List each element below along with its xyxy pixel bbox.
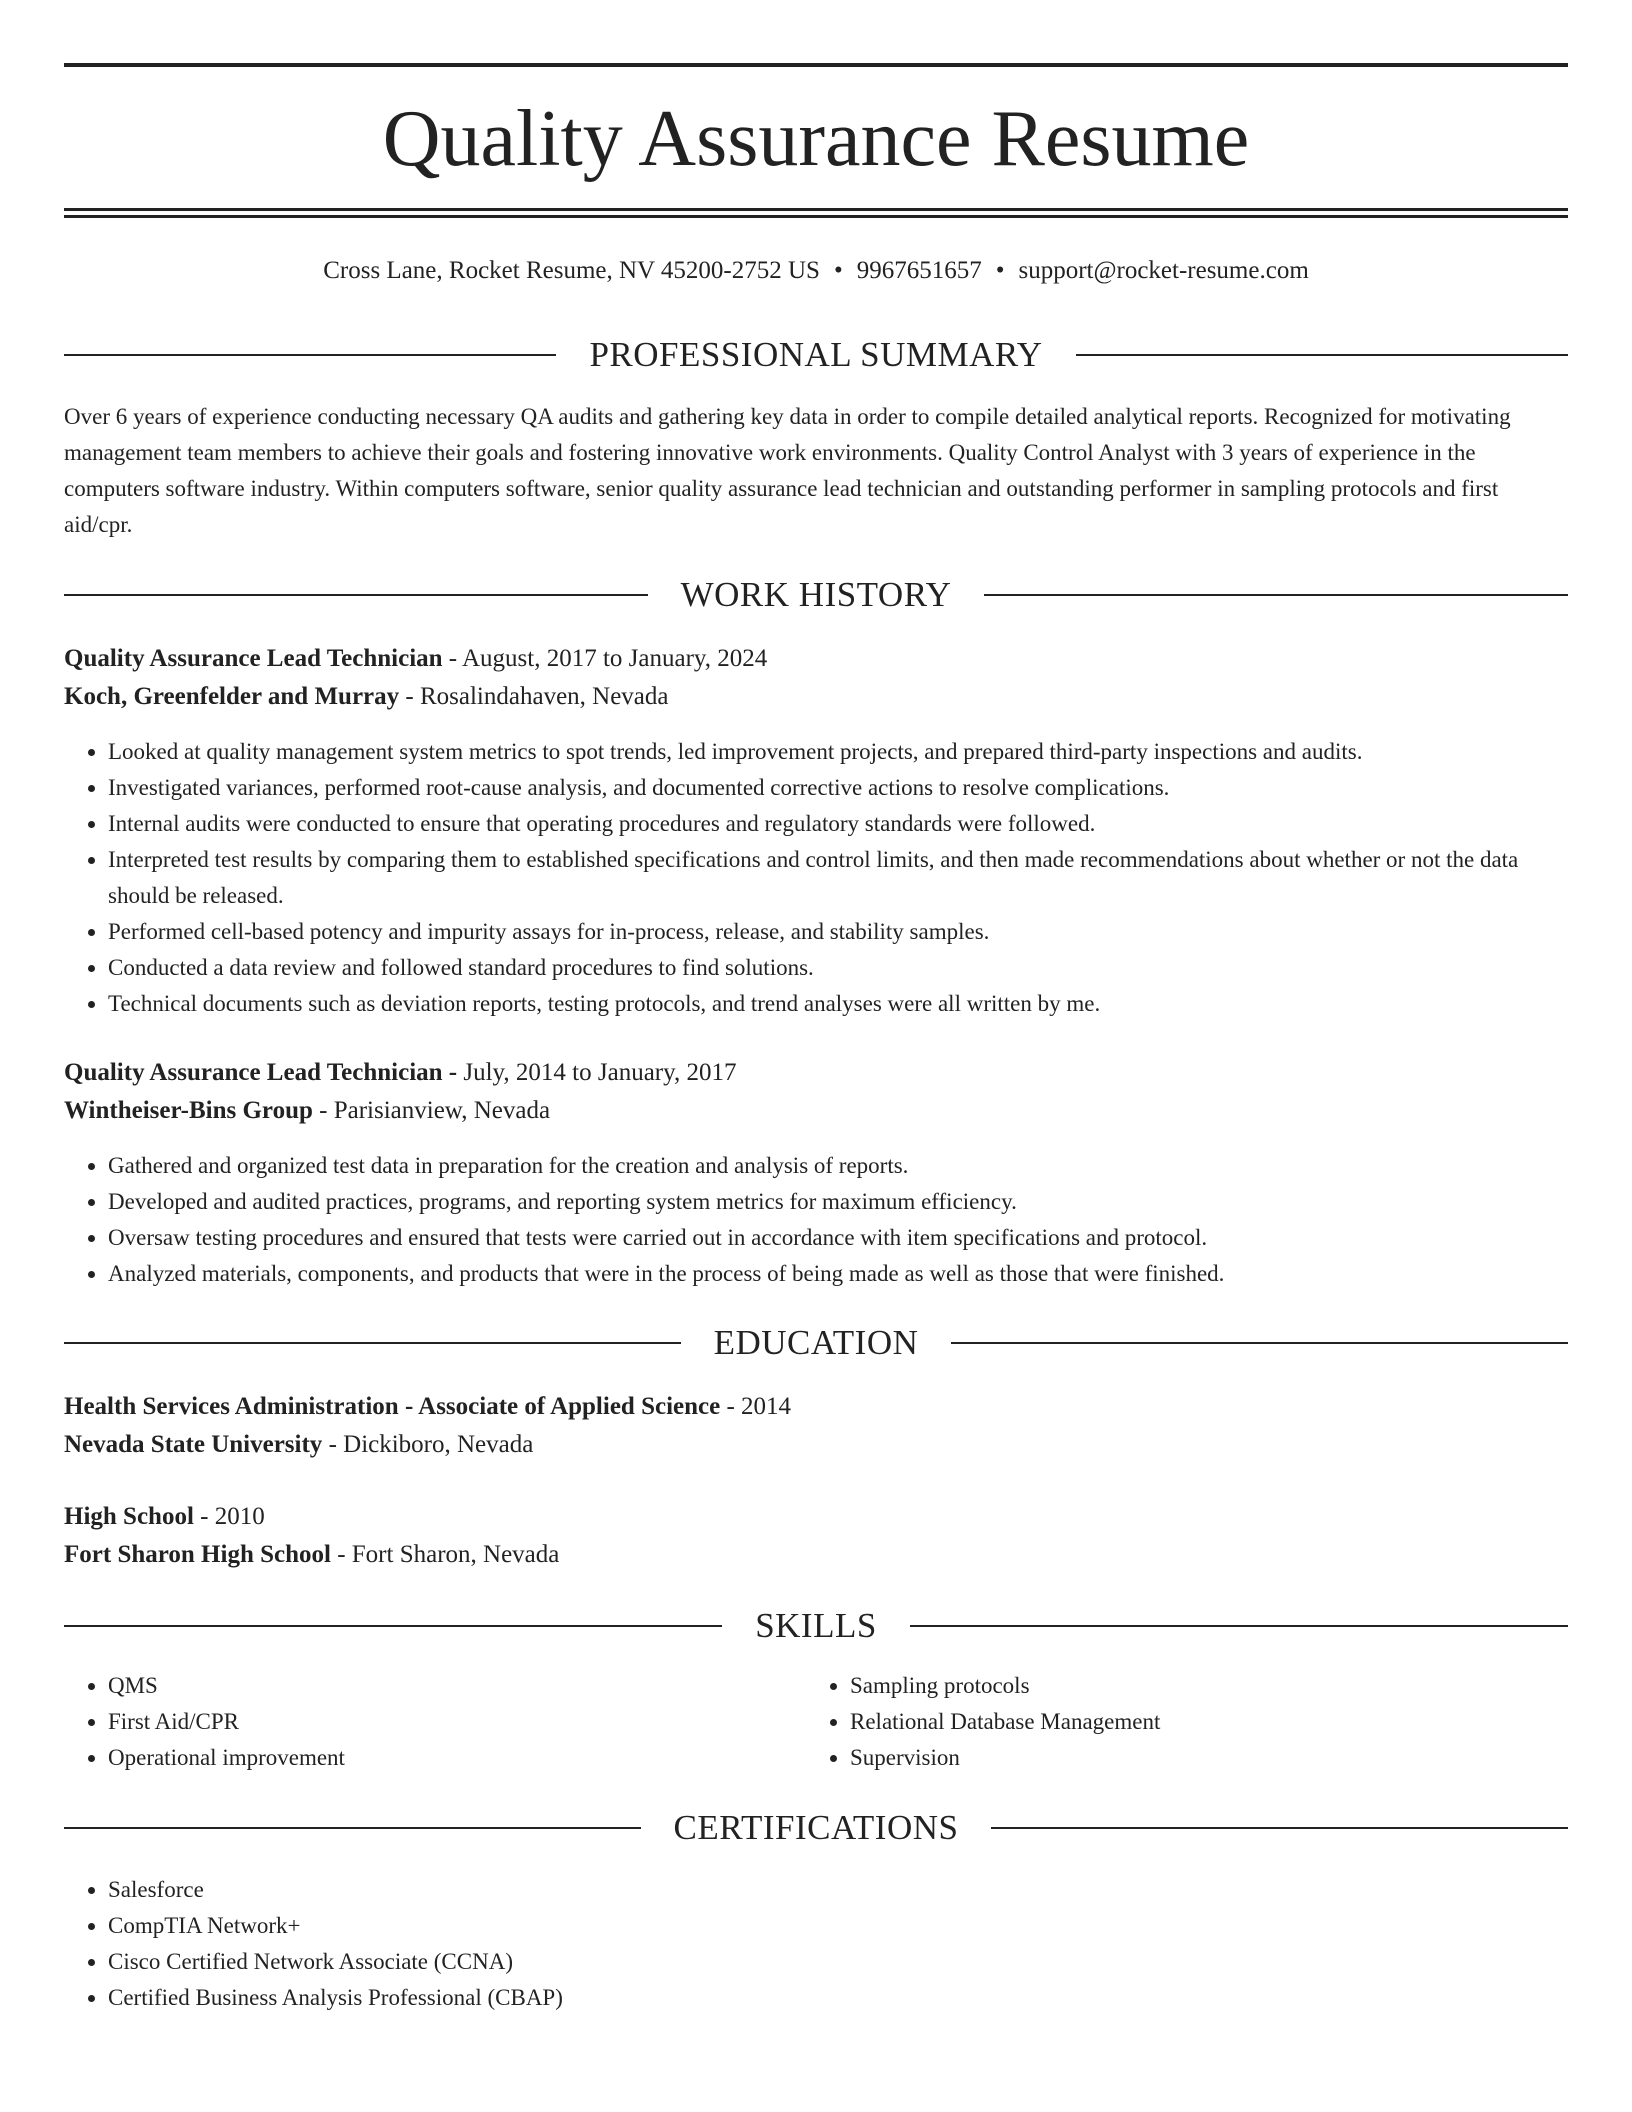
education-year: - 2010 <box>193 1503 265 1530</box>
section-heading-work-history <box>64 573 1568 617</box>
list-item: • Looked at quality management system metrics to spot trends, led improvement projects, and prepared third-party inspections and audits. <box>108 734 1568 770</box>
job-company-line <box>64 679 1568 715</box>
job-title: Quality Assurance Lead Technician - <box>64 1059 458 1086</box>
section-heading-summary <box>64 333 1568 377</box>
contact-separator: • <box>995 257 1005 284</box>
section-heading-label: EDUCATION <box>713 1323 919 1362</box>
job-company: Wintheiser-Bins Group <box>64 1097 313 1124</box>
resume-title: Quality Assurance Resume <box>382 95 1250 183</box>
list-item: • Internal audits were conducted to ensure that operating procedures and regulatory standards were followed. <box>108 806 1568 842</box>
list-item: • Sampling protocols <box>850 1668 1546 1704</box>
education-school-line <box>64 1537 1568 1573</box>
job-dates: - August, 2017 to January, 2024 <box>442 645 768 672</box>
contact-line <box>64 254 1568 288</box>
heading-rule-left <box>64 1625 722 1627</box>
contact-phone: 9967651657 <box>856 257 982 284</box>
skills-list-left <box>64 1668 804 1776</box>
certifications-list <box>64 1872 1568 2016</box>
job-company: Koch, Greenfelder and Murray <box>64 683 400 710</box>
section-heading-label: CERTIFICATIONS <box>673 1808 959 1847</box>
top-rule <box>64 63 1568 67</box>
list-item: • Relational Database Management <box>850 1704 1546 1740</box>
heading-rule-left <box>64 354 556 356</box>
education-degree-line <box>64 1499 1568 1535</box>
section-heading-label: PROFESSIONAL SUMMARY <box>589 335 1043 374</box>
job-title-line <box>64 641 1568 677</box>
contact-email: support@rocket-resume.com <box>1018 257 1309 284</box>
list-item: • Operational improvement <box>108 1740 804 1776</box>
list-item: • Supervision <box>850 1740 1546 1776</box>
summary-text: Over 6 years of experience conducting necessary QA audits and gathering key data in order to compile detailed analytical reports. Recognized for motivating management team members to achieve their goals and fostering innovative work environments. Quality Control Analyst with 3 years of experience in the computers software industry. Within computers software, senior quality assurance lead technician and outstanding performer in sampling protocols and first aid/cpr. <box>64 404 1511 537</box>
list-item: • Performed cell-based potency and impurity assays for in-process, release, and stability samples. <box>108 914 1568 950</box>
list-item: • CompTIA Network+ <box>108 1908 1568 1944</box>
job-location: - Rosalindahaven, Nevada <box>399 683 669 710</box>
title-double-rule-lower <box>64 215 1568 218</box>
education-degree-line <box>64 1389 1568 1425</box>
job-bullets <box>64 1148 1568 1292</box>
list-item: • Conducted a data review and followed standard procedures to find solutions. <box>108 950 1568 986</box>
title-double-rule-upper <box>64 208 1568 211</box>
list-item: • Developed and audited practices, programs, and reporting system metrics for maximum efficiency. <box>108 1184 1568 1220</box>
section-heading-label: SKILLS <box>755 1606 877 1645</box>
heading-rule-right <box>1076 354 1568 356</box>
list-item: • Salesforce <box>108 1872 1568 1908</box>
list-item: • Oversaw testing procedures and ensured that tests were carried out in accordance with item specifications and protocol. <box>108 1220 1568 1256</box>
education-school: Fort Sharon High School <box>64 1541 331 1568</box>
education-school-line <box>64 1427 1568 1463</box>
job-title: Quality Assurance Lead Technician <box>64 645 443 672</box>
education-degree: Health Services Administration - Associate of Applied Science <box>64 1393 721 1420</box>
list-item: • Analyzed materials, components, and products that were in the process of being made as well as those that were finished. <box>108 1256 1568 1292</box>
contact-separator: • <box>833 257 843 284</box>
list-item: • Cisco Certified Network Associate (CCNA) <box>108 1944 1568 1980</box>
list-item: • QMS <box>108 1668 804 1704</box>
heading-rule-right <box>984 594 1568 596</box>
heading-rule-left <box>64 1342 681 1344</box>
education-school: Nevada State University <box>64 1431 323 1458</box>
heading-rule-left <box>64 594 648 596</box>
education-location: - Dickiboro, Nevada <box>322 1431 534 1458</box>
job-dates: July, 2014 to January, 2017 <box>457 1059 737 1086</box>
list-item: • Technical documents such as deviation reports, testing protocols, and trend analyses were all written by me. <box>108 986 1568 1022</box>
education-location: - Fort Sharon, Nevada <box>330 1541 560 1568</box>
education-degree: High School <box>64 1503 194 1530</box>
section-heading-certifications <box>64 1806 1568 1850</box>
job-location: - Parisianview, Nevada <box>312 1097 551 1124</box>
heading-rule-right <box>910 1625 1568 1627</box>
skills-list-right <box>806 1668 1546 1776</box>
list-item: • Investigated variances, performed root-cause analysis, and documented corrective actions to resolve complications. <box>108 770 1568 806</box>
heading-rule-left <box>64 1827 641 1829</box>
job-company-line <box>64 1093 1568 1129</box>
heading-rule-right <box>951 1342 1568 1344</box>
list-item: • Certified Business Analysis Professional (CBAP) <box>108 1980 1568 2016</box>
job-bullets <box>64 734 1568 1022</box>
list-item: • Gathered and organized test data in preparation for the creation and analysis of reports. <box>108 1148 1568 1184</box>
section-heading-label: WORK HISTORY <box>680 575 952 614</box>
list-item: • Interpreted test results by comparing them to established specifications and control limits, and then made recommendations about whether or not the data should be released. <box>108 842 1568 914</box>
heading-rule-right <box>991 1827 1568 1829</box>
list-item: • First Aid/CPR <box>108 1704 804 1740</box>
job-title-line <box>64 1055 1568 1091</box>
education-year: - 2014 <box>720 1393 792 1420</box>
section-heading-education <box>64 1321 1568 1365</box>
section-heading-skills <box>64 1604 1568 1648</box>
contact-address: Cross Lane, Rocket Resume, NV 45200-2752 US <box>323 257 820 284</box>
